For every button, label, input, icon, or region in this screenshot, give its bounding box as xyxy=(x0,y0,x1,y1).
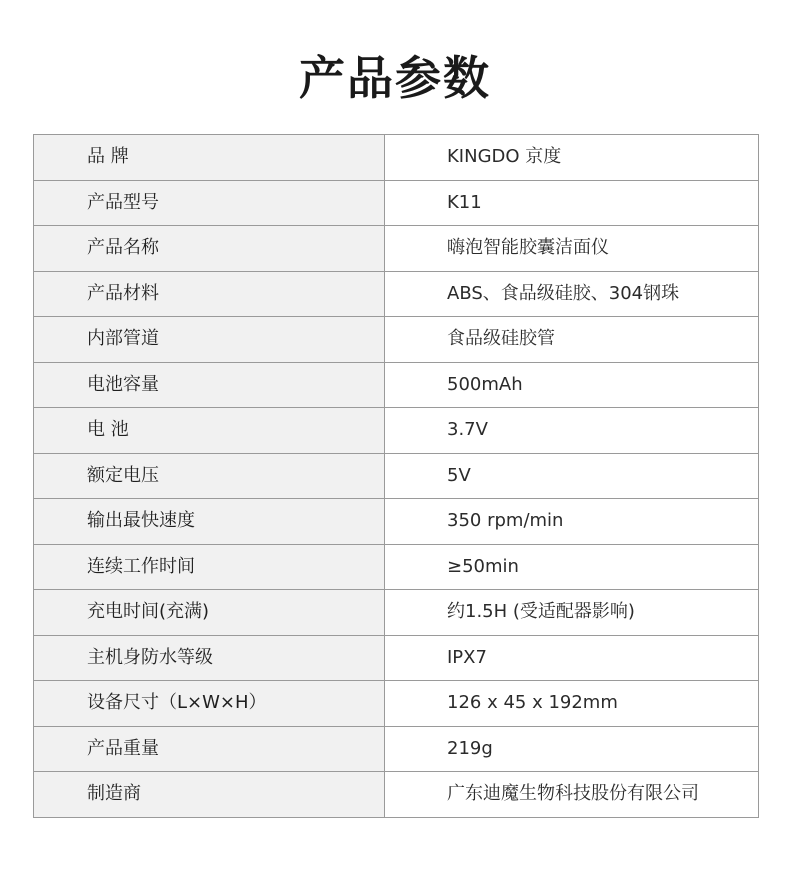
spec-label: 主机身防水等级 xyxy=(34,635,385,681)
table-row xyxy=(34,772,759,818)
spec-label: 输出最快速度 xyxy=(34,499,385,545)
table-row xyxy=(34,226,759,272)
spec-value: ≥50min xyxy=(385,544,759,590)
spec-value: IPX7 xyxy=(385,635,759,681)
table-row xyxy=(34,362,759,408)
spec-value: 126 x 45 x 192mm xyxy=(385,681,759,727)
table-row xyxy=(34,499,759,545)
spec-value: 约1.5H (受适配器影响) xyxy=(385,590,759,636)
table-row xyxy=(34,544,759,590)
spec-label: 品 牌 xyxy=(34,135,385,181)
spec-label: 电池容量 xyxy=(34,362,385,408)
table-row xyxy=(34,453,759,499)
spec-value: 嗨泡智能胶囊洁面仪 xyxy=(385,226,759,272)
spec-value: ABS、食品级硅胶、304钢珠 xyxy=(385,271,759,317)
spec-table xyxy=(33,134,759,818)
spec-value: 食品级硅胶管 xyxy=(385,317,759,363)
spec-label: 产品名称 xyxy=(34,226,385,272)
table-row xyxy=(34,635,759,681)
spec-label: 充电时间(充满) xyxy=(34,590,385,636)
spec-label: 产品型号 xyxy=(34,180,385,226)
table-row xyxy=(34,135,759,181)
table-row xyxy=(34,590,759,636)
table-row xyxy=(34,726,759,772)
table-row xyxy=(34,271,759,317)
spec-label: 连续工作时间 xyxy=(34,544,385,590)
spec-value: 广东迪魔生物科技股份有限公司 xyxy=(385,772,759,818)
table-row xyxy=(34,180,759,226)
table-row xyxy=(34,408,759,454)
spec-label: 产品材料 xyxy=(34,271,385,317)
spec-label: 额定电压 xyxy=(34,453,385,499)
spec-value: KINGDO 京度 xyxy=(385,135,759,181)
spec-label: 产品重量 xyxy=(34,726,385,772)
spec-label: 电 池 xyxy=(34,408,385,454)
spec-value: 5V xyxy=(385,453,759,499)
spec-value: 500mAh xyxy=(385,362,759,408)
page-title: 产品参数 xyxy=(299,51,491,105)
spec-value: 219g xyxy=(385,726,759,772)
spec-label: 内部管道 xyxy=(34,317,385,363)
spec-value: 3.7V xyxy=(385,408,759,454)
spec-value: 350 rpm/min xyxy=(385,499,759,545)
spec-label: 制造商 xyxy=(34,772,385,818)
table-row xyxy=(34,317,759,363)
spec-label: 设备尺寸（L×W×H） xyxy=(34,681,385,727)
spec-value: K11 xyxy=(385,180,759,226)
table-row xyxy=(34,681,759,727)
